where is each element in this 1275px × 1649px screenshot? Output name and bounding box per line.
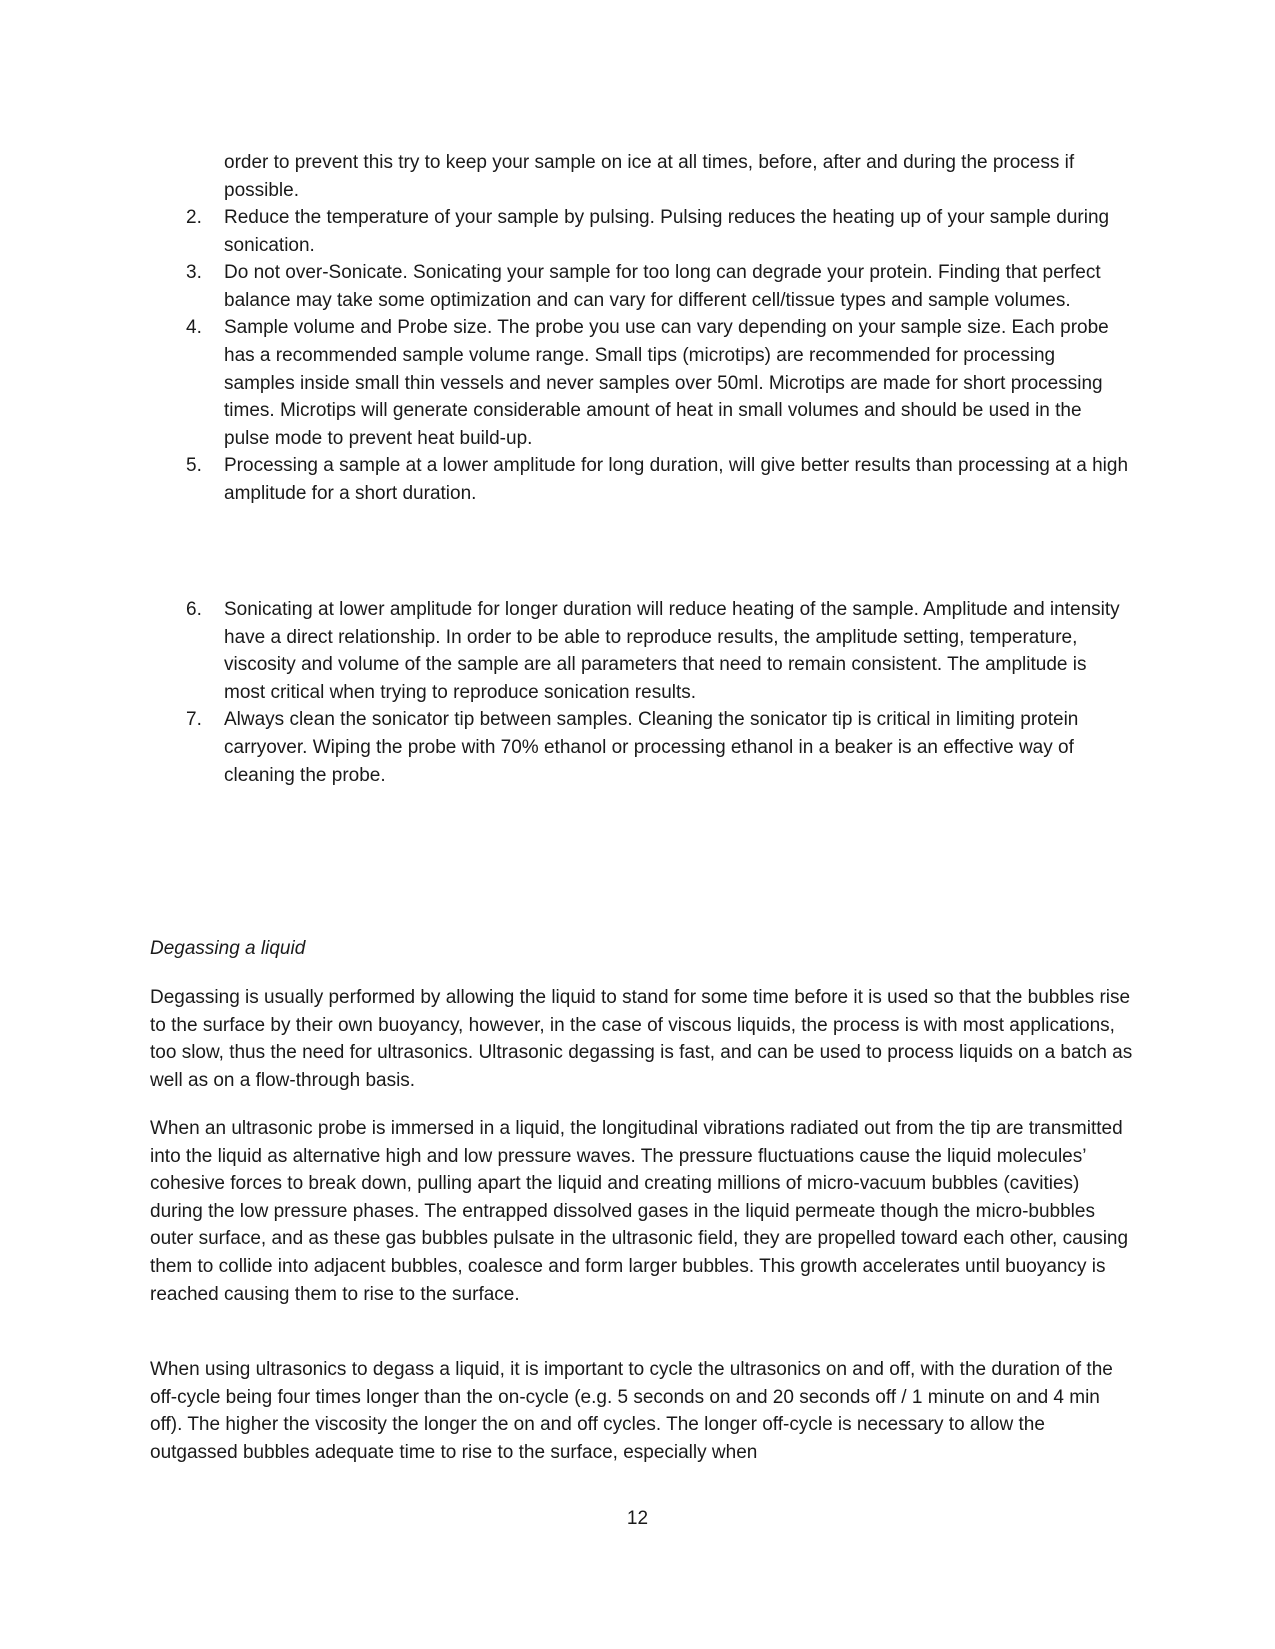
list-item-number: 5. <box>186 455 202 477</box>
list-item-text: Sample volume and Probe size. The probe you use can vary depending on your sample size. Each probe has a recommended sample volume range. Small tips (microtips) are recommended for processing samples inside small thin vessels and never samples over 50ml. Microtips are made for short processing times. Microtips will generate considerable amount of heat in small volumes and should be used in the pulse mode to prevent heat build-up. <box>224 317 1109 449</box>
section-heading: Degassing a liquid <box>150 938 306 959</box>
list-item-text: Sonicating at lower amplitude for longer duration will reduce heating of the sample. Amplitude and intensity have a direct relationship. In order to be able to reproduce results, the amplitude setting, temperature, viscosity and volume of the sample are all parameters that need to remain consistent. The amplitude is most critical when trying to reproduce sonication results. <box>224 599 1120 703</box>
list-item <box>150 706 1130 789</box>
list-item <box>150 204 1130 259</box>
list-item <box>150 452 1130 507</box>
list-item <box>150 259 1130 314</box>
list-item-continuation: order to prevent this try to keep your sample on ice at all times, before, after and during the process if possible. <box>224 152 1075 201</box>
list-item-number: 2. <box>186 207 202 228</box>
list-item-number: 3. <box>186 262 202 284</box>
list-item-text: Processing a sample at a lower amplitude for long duration, will give better results than processing at a high amplitude for a short duration. <box>224 455 1129 504</box>
page-number: 12 <box>626 1508 649 1529</box>
paragraph: Degassing is usually performed by allowing the liquid to stand for some time before it is used so that the bubbles rise to the surface by their own buoyancy, however, in the case of viscous liquids, the process is with most applications, too slow, thus the need for ultrasonics. Ultrasonic degassing is fast, and can be used to process liquids on a batch as well as on a flow-through basis. <box>150 987 1133 1091</box>
paragraph: When using ultrasonics to degass a liquid, it is important to cycle the ultrasonics on and off, with the duration of the off-cycle being four times longer than the on-cycle (e.g. 5 seconds on and 20 seconds off / 1 minute on and 4 min off). The higher the viscosity the longer the on and off cycles. The longer off-cycle is necessary to allow the outgassed bubbles adequate time to rise to the surface, especially when <box>150 1359 1113 1463</box>
list-item-number: 4. <box>186 317 202 339</box>
list-item <box>150 314 1130 452</box>
numbered-list-tips <box>150 204 1130 508</box>
numbered-list-tips-continued <box>150 596 1130 789</box>
list-item <box>150 596 1130 706</box>
paragraph: When an ultrasonic probe is immersed in a liquid, the longitudinal vibrations radiated out from the tip are transmitted into the liquid as alternative high and low pressure waves. The pressure fluctuations cause the liquid molecules’ cohesive forces to break down, pulling apart the liquid and creating millions of micro-vacuum bubbles (cavities) during the low pressure phases. The entrapped dissolved gases in the liquid permeate though the micro-bubbles outer surface, and as these gas bubbles pulsate in the ultrasonic field, they are propelled toward each other, causing them to collide into adjacent bubbles, coalesce and form larger bubbles. This growth accelerates until buoyancy is reached causing them to rise to the surface. <box>150 1118 1129 1305</box>
list-item-text: Reduce the temperature of your sample by pulsing. Pulsing reduces the heating up of your sample during sonication. <box>224 207 1110 256</box>
list-item-number: 7. <box>186 709 202 731</box>
list-item-text: Do not over-Sonicate. Sonicating your sample for too long can degrade your protein. Finding that perfect balance may take some optimization and can vary for different cell/tissue types and sample volumes. <box>224 262 1101 311</box>
list-item-text: Always clean the sonicator tip between samples. Cleaning the sonicator tip is critical in limiting protein carryover. Wiping the probe with 70% ethanol or processing ethanol in a beaker is an effective way of cleaning the probe. <box>224 709 1079 786</box>
list-item-number: 6. <box>186 599 202 620</box>
